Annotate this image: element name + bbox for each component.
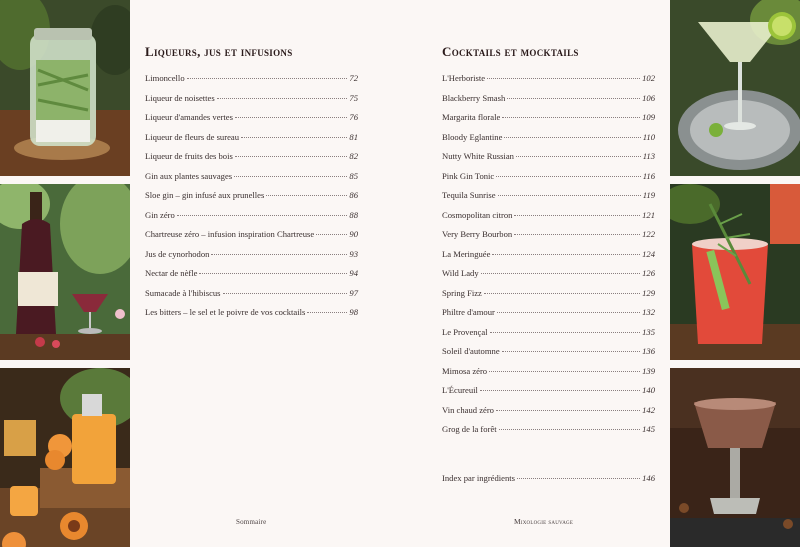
toc-entry-page: 140 xyxy=(642,385,655,395)
toc-entry[interactable] xyxy=(442,249,655,269)
dot-leader xyxy=(502,117,640,118)
liqueur-bottle-photo xyxy=(0,184,130,360)
dot-leader xyxy=(187,78,348,79)
toc-entry-label: Sloe gin – gin infusé aux prunelles xyxy=(145,190,265,200)
toc-entry-page: 129 xyxy=(642,287,655,298)
toc-entry-page: 110 xyxy=(642,131,655,142)
dot-leader xyxy=(514,234,640,235)
toc-entry-page: 72 xyxy=(349,73,358,83)
toc-entry[interactable] xyxy=(145,210,358,230)
dot-leader xyxy=(496,410,640,411)
dot-leader xyxy=(481,273,640,274)
toc-entry[interactable] xyxy=(442,346,655,366)
toc-entry-page: 94 xyxy=(349,268,358,278)
toc-entry-page: 81 xyxy=(349,131,358,142)
toc-entry-page: 113 xyxy=(642,151,655,161)
dot-leader xyxy=(235,117,347,118)
dot-leader xyxy=(241,137,347,138)
toc-entry-page: 135 xyxy=(642,326,655,337)
toc-entry[interactable] xyxy=(145,151,358,171)
dot-leader xyxy=(211,254,347,255)
toc-entry-page: 88 xyxy=(349,209,358,220)
dot-leader xyxy=(502,351,640,352)
toc-entry-page: 86 xyxy=(349,190,358,200)
dot-leader xyxy=(316,234,347,235)
toc-entry-label: Spring Fizz xyxy=(442,287,482,298)
toc-entry[interactable] xyxy=(442,366,655,386)
toc-entry-page: 136 xyxy=(642,346,655,356)
dot-leader xyxy=(492,254,640,255)
dot-leader xyxy=(498,195,641,196)
toc-entry[interactable] xyxy=(442,190,655,210)
toc-entry[interactable] xyxy=(442,171,655,191)
dot-leader xyxy=(516,156,641,157)
dot-leader xyxy=(490,332,641,333)
toc-entry-label: Cosmopolitan citron xyxy=(442,209,513,220)
toc-entry-page: 75 xyxy=(349,92,358,103)
dot-leader xyxy=(217,98,348,99)
left-photo-strip xyxy=(0,0,130,547)
toc-entry-label: Wild Lady xyxy=(442,268,479,278)
toc-entry-page: 109 xyxy=(642,112,655,122)
toc-entry-label: Sumacade à l'hibiscus xyxy=(145,287,221,298)
toc-entry[interactable] xyxy=(442,405,655,425)
toc-list-liqueurs xyxy=(145,73,358,327)
toc-entry-label: Mimosa zéro xyxy=(442,365,488,376)
toc-entry-index[interactable] xyxy=(442,473,655,493)
toc-entry-label: Soleil d'automne xyxy=(442,346,500,356)
toc-entry-page: 122 xyxy=(642,229,655,239)
toc-entry-label: Tequila Sunrise xyxy=(442,190,496,200)
pickled-jar-photo xyxy=(0,0,130,176)
toc-entry[interactable] xyxy=(442,385,655,405)
toc-entry-label: Gin aux plantes sauvages xyxy=(145,170,233,181)
dot-leader xyxy=(514,215,640,216)
toc-entry-label: Bloody Eglantine xyxy=(442,131,503,142)
toc-entry[interactable] xyxy=(442,288,655,308)
dot-leader xyxy=(496,176,640,177)
dot-leader xyxy=(499,429,640,430)
toc-list-cocktails xyxy=(442,73,655,492)
toc-entry-label: Pink Gin Tonic xyxy=(442,170,495,181)
toc-entry-label: Blackberry Smash xyxy=(442,92,506,103)
toc-entry[interactable] xyxy=(145,268,358,288)
toc-entry-page: 90 xyxy=(349,229,358,239)
toc-entry-page: 121 xyxy=(642,209,655,220)
toc-entry-label: La Meringuée xyxy=(442,248,491,259)
toc-entry-label: Limoncello xyxy=(145,73,185,83)
toc-entry-page: 145 xyxy=(642,424,655,434)
left-page xyxy=(145,0,415,547)
toc-entry-label: Nutty White Russian xyxy=(442,151,514,161)
toc-entry[interactable] xyxy=(442,112,655,132)
toc-entry-page: 126 xyxy=(642,268,655,278)
toc-entry[interactable] xyxy=(145,190,358,210)
toc-entry-page: 82 xyxy=(349,151,358,161)
toc-entry-page: 97 xyxy=(349,287,358,298)
right-photo-strip xyxy=(670,0,800,547)
dot-leader xyxy=(177,215,348,216)
toc-entry-label: Liqueur de fruits des bois xyxy=(145,151,233,161)
toc-entry-label: Les bitters – le sel et le poivre de vos cocktails xyxy=(145,307,306,317)
toc-entry-label: Liqueur de noisettes xyxy=(145,92,215,103)
toc-entry[interactable] xyxy=(145,93,358,113)
toc-entry-label: Nectar de nèfle xyxy=(145,268,198,278)
dot-leader xyxy=(507,98,640,99)
dot-leader xyxy=(487,78,640,79)
toc-entry[interactable] xyxy=(442,132,655,152)
toc-entry[interactable] xyxy=(145,73,358,93)
dot-leader xyxy=(266,195,347,196)
toc-entry-label: Le Provençal xyxy=(442,326,488,337)
toc-entry-page: 98 xyxy=(349,307,358,317)
toc-entry-page: 76 xyxy=(349,112,358,122)
toc-entry[interactable] xyxy=(145,132,358,152)
chocolate-cocktail-photo xyxy=(670,368,800,547)
toc-entry[interactable] xyxy=(442,229,655,249)
toc-entry-label: Vin chaud zéro xyxy=(442,404,494,415)
toc-entry-label: Gin zéro xyxy=(145,209,175,220)
toc-entry-label: Very Berry Bourbon xyxy=(442,229,513,239)
toc-entry[interactable] xyxy=(145,229,358,249)
right-page xyxy=(442,0,655,547)
toc-entry-label: Liqueur de fleurs de sureau xyxy=(145,131,240,142)
toc-entry[interactable] xyxy=(442,268,655,288)
dot-leader xyxy=(480,390,640,391)
toc-entry[interactable] xyxy=(442,210,655,230)
dot-leader xyxy=(504,137,640,138)
toc-entry-page: 124 xyxy=(642,248,655,259)
dot-leader xyxy=(235,156,348,157)
dot-leader xyxy=(484,293,640,294)
toc-entry-page: 139 xyxy=(642,365,655,376)
toc-entry[interactable] xyxy=(145,171,358,191)
dot-leader xyxy=(307,312,347,313)
toc-entry[interactable] xyxy=(145,307,358,327)
toc-entry-label: Chartreuse zéro – infusion inspiration Chartreuse xyxy=(145,229,315,239)
toc-entry-label: Index par ingrédients xyxy=(442,472,516,483)
toc-entry-page: 142 xyxy=(642,404,655,415)
toc-entry[interactable] xyxy=(442,424,655,444)
bloody-cocktail-photo xyxy=(670,184,800,360)
footer-right: Mixologie sauvage xyxy=(514,517,574,526)
toc-entry[interactable] xyxy=(145,112,358,132)
dot-leader xyxy=(223,293,348,294)
toc-entry-page: 146 xyxy=(642,472,655,483)
toc-entry[interactable] xyxy=(442,307,655,327)
apricot-juice-photo xyxy=(0,368,130,547)
toc-entry-page: 106 xyxy=(642,92,655,103)
dot-leader xyxy=(234,176,347,177)
dot-leader xyxy=(517,478,640,479)
toc-entry-page: 93 xyxy=(349,248,358,259)
toc-entry-label: Philtre d'amour xyxy=(442,307,495,317)
toc-entry[interactable] xyxy=(442,73,655,93)
toc-entry-label: Liqueur d'amandes vertes xyxy=(145,112,233,122)
toc-entry-label: Grog de la forêt xyxy=(442,424,497,434)
margarita-glass-photo xyxy=(670,0,800,176)
toc-entry-label: Margarita florale xyxy=(442,112,501,122)
toc-entry-page: 116 xyxy=(642,170,655,181)
dot-leader xyxy=(489,371,640,372)
toc-entry-page: 85 xyxy=(349,170,358,181)
footer-left: Sommaire xyxy=(236,518,267,526)
toc-entry-page: 132 xyxy=(642,307,655,317)
toc-entry-label: L'Écureuil xyxy=(442,385,478,395)
dot-leader xyxy=(497,312,640,313)
dot-leader xyxy=(199,273,347,274)
toc-entry-label: L'Herboriste xyxy=(442,73,486,83)
toc-entry[interactable] xyxy=(145,288,358,308)
section-title-liqueurs: Liqueurs, jus et infusions xyxy=(145,44,293,59)
toc-entry[interactable] xyxy=(442,151,655,171)
section-title-cocktails: Cocktails et mocktails xyxy=(442,44,579,59)
toc-entry[interactable] xyxy=(145,249,358,269)
toc-entry[interactable] xyxy=(442,93,655,113)
toc-entry-label: Jus de cynorhodon xyxy=(145,248,210,259)
toc-entry-page: 102 xyxy=(642,73,655,83)
toc-entry-page: 119 xyxy=(642,190,655,200)
toc-entry[interactable] xyxy=(442,327,655,347)
